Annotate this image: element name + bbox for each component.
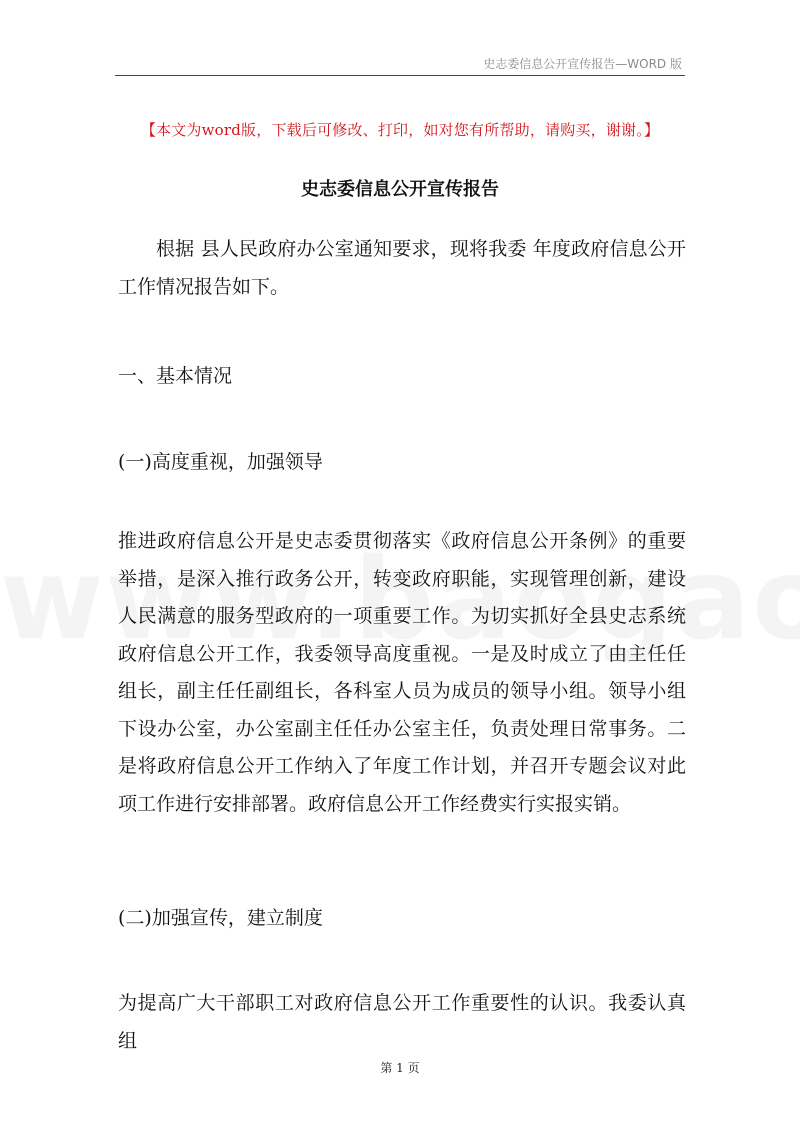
subheading-leadership: (一)高度重视，加强领导 <box>118 451 323 473</box>
purchase-notice: 【本文为word版，下载后可修改、打印，如对您有所帮助，请购买，谢谢。】 <box>140 121 660 139</box>
document-title: 史志委信息公开宣传报告 <box>301 179 499 200</box>
page-number: 第 1 页 <box>380 1061 420 1075</box>
publicity-paragraph: 为提高广大干部职工对政府信息公开工作重要性的认识。我委认真组 <box>118 992 686 1052</box>
section-heading-basic: 一、基本情况 <box>118 365 233 387</box>
header-divider <box>115 75 685 76</box>
intro-paragraph: 根据 县人民政府办公室通知要求，现将我委 年度政府信息公开工作情况报告如下。 <box>118 238 686 298</box>
leadership-paragraph: 推进政府信息公开是史志委贯彻落实《政府信息公开条例》的重要举措，是深入推行政务公开，转变政府职能，实现管理创新，建设人民满意的服务型政府的一项重要工作。为切实抓好全县史志系统政府信息公开工作，我委领导高度重视。一是及时成立了由主任任组长，副主任任副组长，各科室人员为成员的领导小组。领导小组下设办公室，办公室副主任任办公室主任，负责处理日常事务。二是将政府信息公开工作纳入了年度工作计划，并召开专题会议对此项工作进行安排部署。政府信息公开工作经费实行实报实销。 <box>118 530 686 815</box>
running-header: 史志委信息公开宣传报告—WORD 版 <box>483 57 682 71</box>
subheading-publicity: (二)加强宣传，建立制度 <box>118 907 323 929</box>
